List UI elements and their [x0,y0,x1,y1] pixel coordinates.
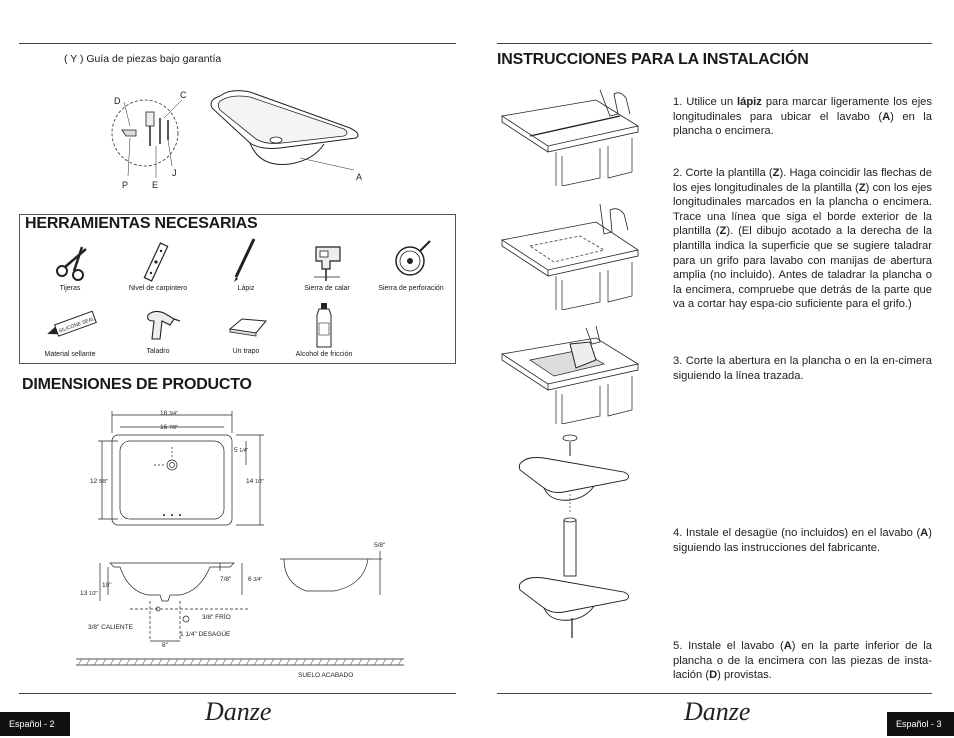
part-label-j: J [172,168,177,178]
part-label-e: E [152,180,159,190]
step3-illustration [500,324,640,424]
dim-12-a: 12 [90,478,100,485]
dim-suelo: SUELO ACABADO [298,672,354,679]
dimension-drawing [70,405,410,685]
tool-label-cloth: Un trapo [232,348,260,355]
dim-16 [160,424,178,431]
tool-label-hole-saw: Sierra de perforación [378,285,444,292]
alcohol-bottle-icon [313,301,335,349]
part-label-d: D [114,96,121,106]
dim-18 [160,410,178,417]
dim-12 [90,478,108,485]
floor-hatch [78,659,402,665]
dim-6-a: 6 [248,576,254,583]
tool-label-pencil: Lápiz [237,285,255,292]
hole-saw-icon [388,239,432,283]
dim-caliente: 3/8" CALIENTE [88,624,133,631]
dim-14-b: 1/2" [255,479,264,485]
bottom-rule-left [19,693,456,694]
dim-5-b: 1/4" [239,448,249,454]
step2-illustration [500,200,640,310]
dim-14-a: 14 [246,478,256,485]
tool-label-sealant: Material sellante [44,351,96,358]
dim-6 [248,576,262,583]
part-label-p: P [122,180,129,190]
dim-8: 8" [162,642,168,649]
drill-icon [140,305,180,347]
dim-desague: 1 1/4" DESAGÜE [180,631,231,638]
step4-illustration [514,432,634,652]
dim-12-b: 5/8" [99,479,108,485]
jigsaw-icon [310,239,346,283]
install-heading: INSTRUCCIONES PARA LA INSTALACIÓN [497,51,809,68]
dim-7-8: 7/8" [220,576,232,583]
top-rule-right [497,43,932,44]
part-label-c: C [180,90,187,100]
dim-13 [80,590,98,597]
dims-heading: DIMENSIONES DE PRODUCTO [22,376,252,393]
dim-13-a: 13 [80,590,90,597]
level-icon [136,241,176,283]
dim-frio: 3/8" FRÍO [202,614,231,621]
bottom-rule-right [497,693,932,694]
tool-label-jigsaw: Sierra de calar [304,285,350,292]
dim-13-b: 1/2" [89,591,98,597]
dim-10: 10" [102,582,112,589]
top-rule-left [19,43,456,44]
tool-label-level: Nivel de carpintero [128,285,188,292]
cloth-icon [226,315,270,339]
tool-label-alcohol: Alcohol de fricción [295,351,353,358]
tool-label-scissors: Tijeras [59,285,81,292]
dim-18-b: 3/4" [169,411,178,417]
dim-6-b: 3/4" [253,577,263,583]
footer-page-right: Español - 3 [887,712,954,736]
dim-5-a: 5 [234,447,240,454]
step-1-text: 1. Utilice un lápiz para marcar ligeramente los ejes longitudinales para ubicar el lavabo (A) en la plancha o encimera. [673,96,933,138]
scissors-icon [52,243,92,283]
dim-18-a: 18 [160,410,170,417]
dim-5 [234,447,248,454]
tool-label-drill: Taladro [146,348,170,355]
tools-box [19,214,456,364]
footer-page-left: Español - 2 [0,712,70,736]
part-label-a: A [356,172,363,182]
dim-16-a: 16 [160,424,170,431]
dim-lip: 5/8" [374,542,386,549]
step-4-text: 4. Instale el desagüe (no incluidos) en el lavabo (A) siguiendo las instrucciones del fabricante. [673,527,932,554]
step-5-text: 5. Instale el lavabo (A) en la parte inferior de la plancha o de la encimera con las piezas de insta-lación (D) provistas. [673,640,932,682]
step-3-text: 3. Corte la abertura en la plancha o en la en-cimera siguiendo la línea trazada. [673,355,932,382]
parts-caption: ( Y ) Guía de piezas bajo garantía [64,53,222,65]
logo-left: Danze [205,697,272,726]
dim-14 [246,478,264,485]
sealant-text: SILICONE SEAL [58,316,96,335]
pencil-icon [230,237,260,283]
dim-16-b: 7/8" [169,425,178,431]
step1-illustration [500,86,640,186]
sealant-tube-icon [42,309,102,343]
parts-diagram [100,88,380,198]
tools-heading: HERRAMIENTAS NECESARIAS [25,215,258,232]
step-2-text: 2. Corte la plantilla (Z). Haga coincidir las flechas de los ejes longitudinales de la plantilla (Z) con los ejes longitudinales marcados en la plancha o encimera. Trace una línea que siga el borde exterior de la plantilla (Z). (El dibujo acotado a la derecha de la plantilla indica la superficie que se sugiere taladrar para un grifo para lavabo con manijas de abertura amplia (no incluido). Antes de taladrar la plancha o la encimera, compruebe que detrás de la parte que va a cortar hay espa-cio suficiente para el grifo.) [673,167,932,311]
logo-right: Danze [684,697,751,726]
